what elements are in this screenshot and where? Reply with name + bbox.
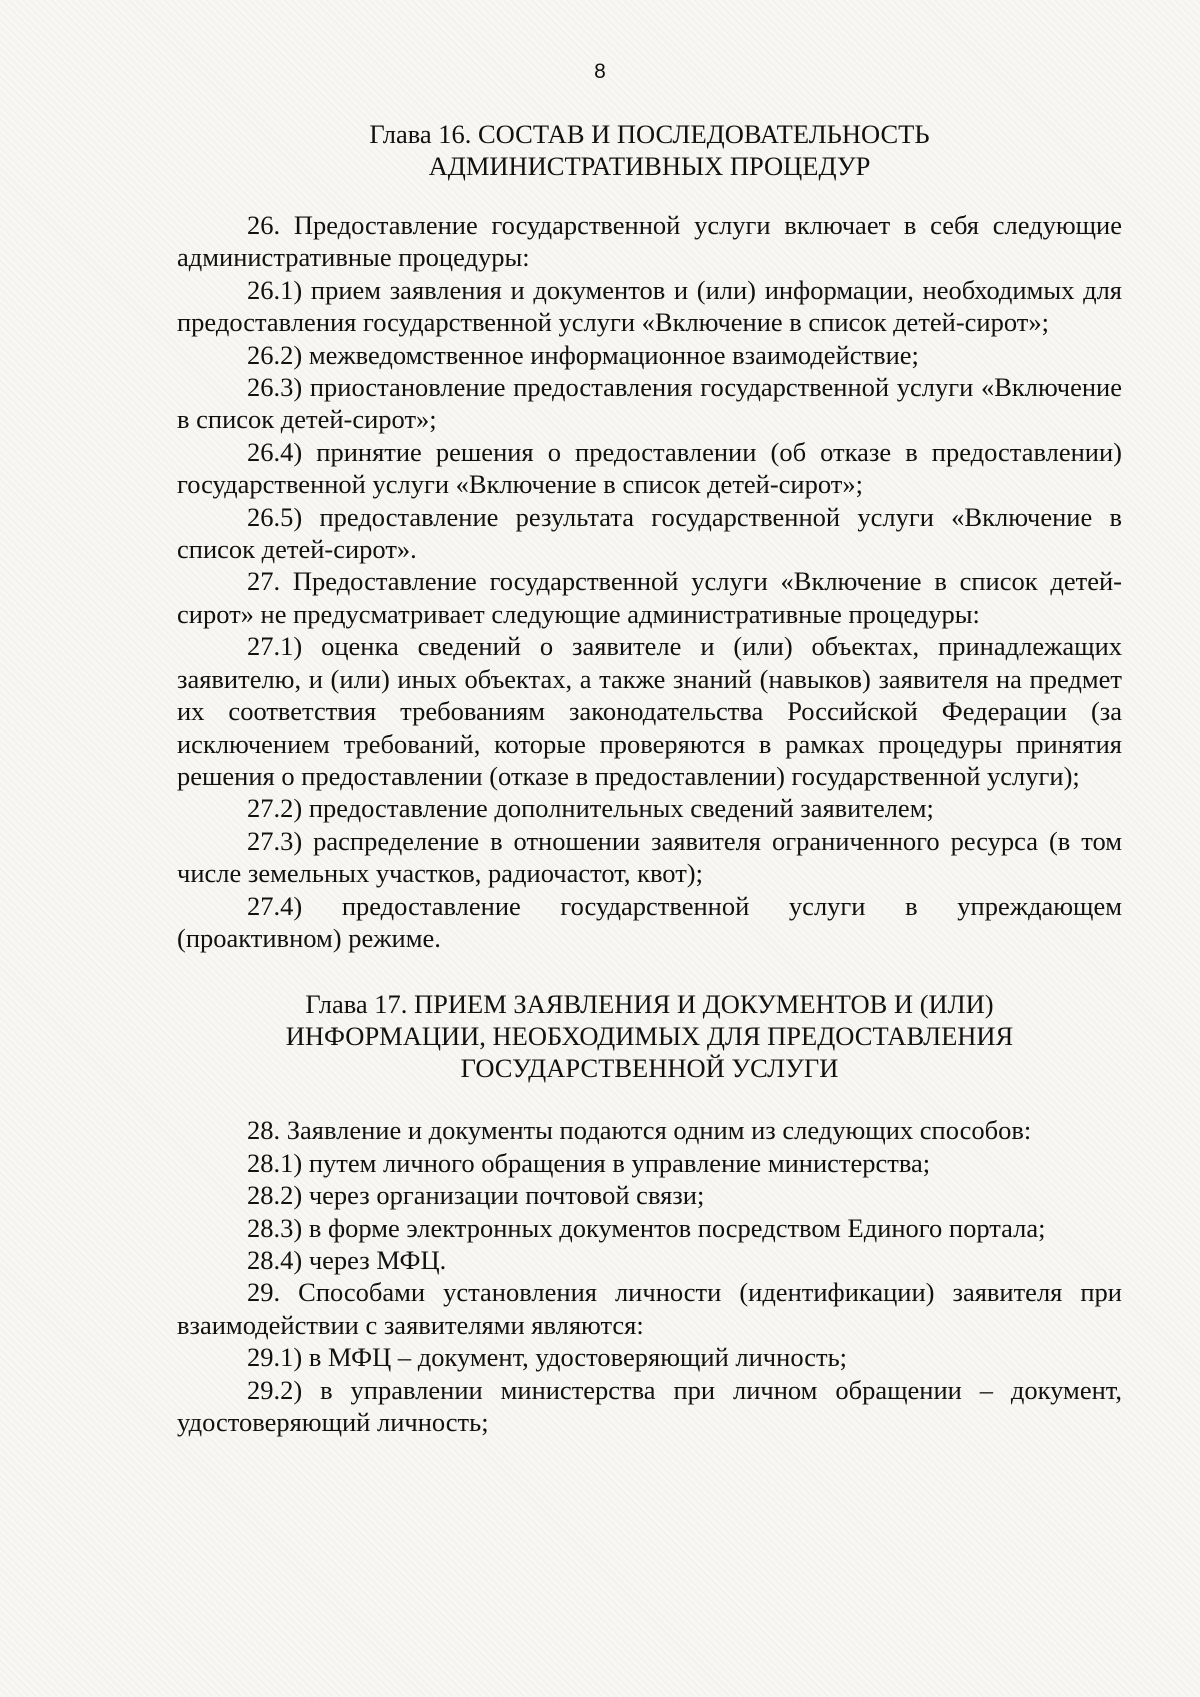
paragraph-28-2: 28.2) через организации почтовой связи; (247, 1180, 705, 1211)
chapter-17-title-line-1: Глава 17. ПРИЕМ ЗАЯВЛЕНИЯ И ДОКУМЕНТОВ И (ИЛИ) (305, 989, 994, 1020)
paragraph-26-2: 26.2) межведомственное информационное взаимодействие; (247, 339, 919, 370)
chapter-16-title-line-1: Глава 16. СОСТАВ И ПОСЛЕДОВАТЕЛЬНОСТЬ (369, 119, 930, 149)
paragraph-26: 26. Предоставление государственной услуги включает в себя следующие административные процедуры: (177, 210, 1122, 273)
paragraph-29-1: 29.1) в МФЦ – документ, удостоверяющий личность; (247, 1342, 848, 1373)
paragraph-28-1: 28.1) путем личного обращения в управление министерства; (247, 1147, 931, 1178)
paragraph-26-3: 26.3) приостановление предоставления государственной услуги «Включение в список детей-сирот»; (177, 372, 1122, 435)
paragraph-27-3: 27.3) распределение в отношении заявителя ограниченного ресурса (в том числе земельных участков, радиочастот, квот); (177, 825, 1122, 889)
paragraph-26-1: 26.1) прием заявления и документов и (или) информации, необходимых для предоставления государственной услуги «Включение в список детей-сирот»; (177, 274, 1122, 338)
chapter-16-heading (177, 118, 1122, 182)
paragraph-27-1: 27.1) оценка сведений о заявителе и (или) объектах, принадлежащих заявителю, и (или) иных объектах, а также знаний (навыков) заявителя на предмет их соответствия требованиям законодательства Российской Федерации (за исключением требований, которые проверяются в рамках процедуры принятия решения о предоставлении (отказе в предоставлении) государственной услуги); (177, 631, 1122, 791)
chapter-17-title-line-3: ГОСУДАРСТВЕННОЙ УСЛУГИ (460, 1053, 839, 1084)
paragraph-27-4: 27.4) предоставление государственной услуги в упреждающем (проактивном) режиме. (177, 890, 1122, 953)
chapter-17-title-line-2: ИНФОРМАЦИИ, НЕОБХОДИМЫХ ДЛЯ ПРЕДОСТАВЛЕНИЯ (285, 1021, 1014, 1052)
paragraph-28-4: 28.4) через МФЦ. (247, 1244, 447, 1275)
paragraph-27-2: 27.2) предоставление дополнительных сведений заявителем; (247, 793, 934, 824)
chapter-17-heading (177, 988, 1122, 1084)
document-body (177, 118, 1122, 1438)
paragraph-28-3: 28.3) в форме электронных документов посредством Единого портала; (247, 1212, 1046, 1243)
paragraph-26-5: 26.5) предоставление результата государственной услуги «Включение в список детей-сирот». (177, 501, 1122, 565)
paragraph-29: 29. Способами установления личности (идентификации) заявителя при взаимодействии с заявителями являются: (177, 1277, 1122, 1340)
paragraph-29-2: 29.2) в управлении министерства при личном обращении – документ, удостоверяющий личность; (177, 1374, 1122, 1437)
page-number: 8 (594, 60, 606, 83)
paragraph-27: 27. Предоставление государственной услуги «Включение в список детей-сирот» не предусматривает следующие административные процедуры: (177, 566, 1122, 629)
chapter-16-title-line-2: АДМИНИСТРАТИВНЫХ ПРОЦЕДУР (428, 151, 871, 181)
paragraph-26-4: 26.4) принятие решения о предоставлении (об отказе в предоставлении) государственной услуги «Включение в список детей-сирот»; (177, 436, 1122, 500)
paragraph-28: 28. Заявление и документы подаются одним из следующих способов: (247, 1115, 1032, 1146)
